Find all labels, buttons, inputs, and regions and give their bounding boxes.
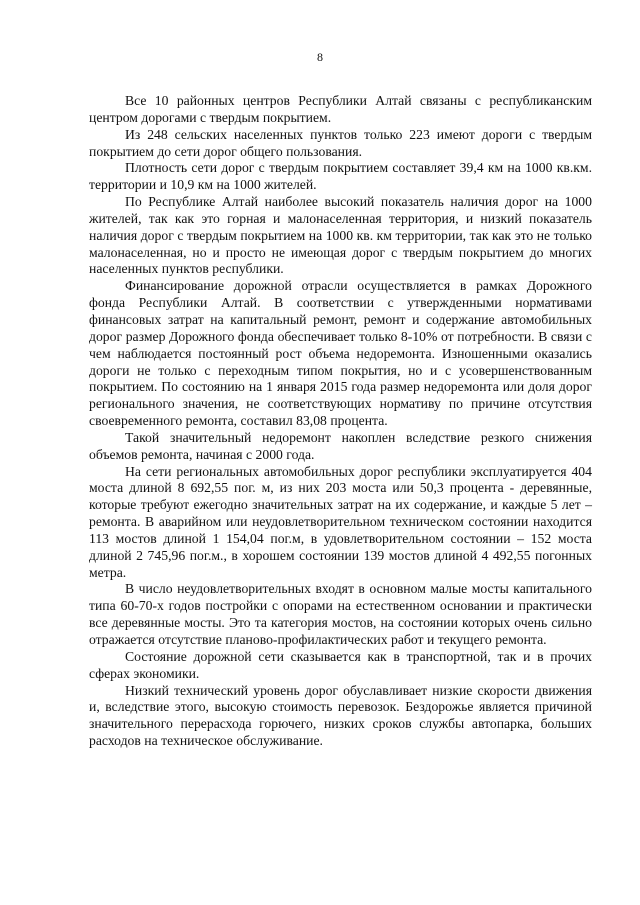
paragraph-road-network-impact: Состояние дорожной сети сказывается как в транспортной, так и в прочих сферах экономики. xyxy=(89,648,592,681)
page-number: 8 xyxy=(317,50,323,64)
paragraph-district-centers: Все 10 районных центров Республики Алтай связаны с республиканским центром дорогами с твердым покрытием. xyxy=(89,93,592,125)
document-body xyxy=(89,93,592,750)
paragraph-rural-settlements: Из 248 сельских населенных пунктов только 223 имеют дороги с твердым покрытием до сети дорог общего пользования. xyxy=(89,126,592,159)
paragraph-road-availability: По Республике Алтай наиболее высокий показатель наличия дорог на 1000 жителей, так как это горная и малонаселенная территория, и низкий показатель наличия дорог с твердым покрытием на 1000 кв. км территории, так как это не только малонаселенная, но и просто не имеющая дорог с твердым покрытием до многих населенных пунктов республики. xyxy=(89,194,592,277)
paragraph-low-technical-level: Низкий технический уровень дорог обуславливает низкие скорости движения и, вследствие этого, высокую стоимость перевозок. Бездорожье является причиной значительного перерасхода горючего, низких сроков службы автопарка, больших расходов на техническое обслуживание. xyxy=(89,682,592,749)
paragraph-repair-backlog: Такой значительный недоремонт накоплен вследствие резкого снижения объемов ремонта, начиная с 2000 года. xyxy=(89,429,592,462)
paragraph-road-fund: Финансирование дорожной отрасли осуществляется в рамках Дорожного фонда Республики Алтай. В соответствии с утвержденными нормативами финансовых затрат на капитальный ремонт, ремонт и содержание автомобильных дорог размер Дорожного фонда обеспечивает только 8-10% от потребности. В связи с чем наблюдается постоянный рост объема недоремонта. Изношенными оказались дороги не только с переходным типом покрытия, но и с усовершенствованным покрытием. По состоянию на 1 января 2015 года размер недоремонта или доля дорог регионального значения, не соответствующих нормативу по причине отсутствия своевременного ремонта, составил 83,08 процента. xyxy=(89,278,592,429)
paragraph-unsatisfactory-bridges: В число неудовлетворительных входят в основном малые мосты капитального типа 60-70-х годов постройки с опорами на естественном основании и практически все деревянные мосты. Это та категория мостов, на состоянии которых очень сильно отражается отсутствие планово-профилактических работ и текущего ремонта. xyxy=(89,581,592,647)
paragraph-road-density: Плотность сети дорог с твердым покрытием составляет 39,4 км на 1000 кв.км. территории и 10,9 км на 1000 жителей. xyxy=(89,160,592,193)
paragraph-bridges: На сети региональных автомобильных дорог республики эксплуатируется 404 моста длиной 8 692,55 пог. м, из них 203 моста или 50,3 процента - деревянные, которые требуют ежегодно значительных затрат на их содержание, и каждые 5 лет – ремонта. В аварийном или неудовлетворительном техническом состоянии находится 113 мостов длиной 1 154,04 пог.м, в удовлетворительном состоянии – 152 моста длиной 2 745,96 пог.м., в хорошем состоянии 139 мостов длиной 4 492,55 погонных метра. xyxy=(89,463,592,580)
